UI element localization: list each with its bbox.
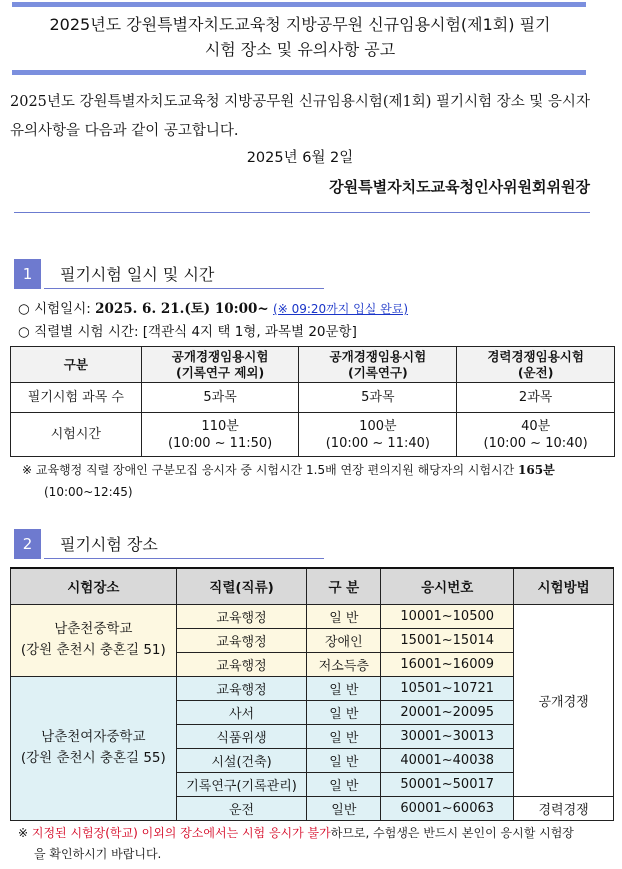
t1-row-label: 시험시간 <box>11 413 142 457</box>
section2-underline <box>44 558 324 559</box>
series-cell: 교육행정 <box>176 628 307 652</box>
exam-time-table <box>10 346 615 457</box>
number-range-cell: 50001~50017 <box>381 772 514 796</box>
t1-cell: 110분 (10:00 ~ 11:50) <box>141 413 299 457</box>
t1-header-3: 경력경쟁임용시험 (운전) <box>457 347 615 383</box>
number-range-cell: 20001~20095 <box>381 700 514 724</box>
page-title <box>0 12 600 62</box>
section2-title: 필기시험 장소 <box>60 535 158 554</box>
exam-datetime-value: 2025. 6. 21.(토) 10:00~ <box>95 301 269 317</box>
series-cell: 식품위생 <box>176 724 307 748</box>
venue-note-mark: ※ <box>18 826 32 840</box>
intro-text: 2025년도 강원특별자치도교육청 지방공무원 신규임용시험(제1회) 필기시험 장소 및 응시자 유의사항을 다음과 같이 공고합니다. <box>10 94 590 139</box>
t2-header-method: 시험방법 <box>514 568 614 604</box>
number-range-cell: 15001~15014 <box>381 628 514 652</box>
t1-cell: 40분 (10:00 ~ 10:40) <box>457 413 615 457</box>
series-cell: 교육행정 <box>176 676 307 700</box>
method-career: 경력경쟁 <box>514 796 614 820</box>
type-cell: 장애인 <box>307 628 381 652</box>
school2-address: (강원 춘천시 충혼길 55) <box>20 750 166 766</box>
section1-title: 필기시험 일시 및 시간 <box>60 265 215 284</box>
t2-header-series: 직렬(직류) <box>176 568 307 604</box>
section2-number: 2 <box>14 529 41 559</box>
number-range-cell: 30001~30013 <box>381 724 514 748</box>
t1-header-2: 공개경쟁임용시험 (기록연구) <box>299 347 457 383</box>
section1-underline <box>44 288 324 289</box>
exam-venue-table <box>10 567 614 821</box>
method-open: 공개경쟁 <box>514 604 614 796</box>
section1-header <box>14 259 314 289</box>
t2-header-type: 구 분 <box>307 568 381 604</box>
exam-datetime-label: ○ 시험일시: <box>18 301 96 317</box>
extended-time-note <box>22 459 602 503</box>
extended-time-note-line2: (10:00~12:45) <box>44 485 133 499</box>
t1-header-0: 구분 <box>11 347 142 383</box>
t2-header-venue: 시험장소 <box>11 568 177 604</box>
number-range-cell: 40001~40038 <box>381 748 514 772</box>
section2-header <box>14 529 314 559</box>
number-range-cell: 10501~10721 <box>381 676 514 700</box>
school1-address: (강원 춘천시 충혼길 51) <box>20 642 166 658</box>
series-cell: 기록연구(기록관리) <box>176 772 307 796</box>
t1-cell: 5과목 <box>141 383 299 413</box>
number-range-cell: 60001~60063 <box>381 796 514 820</box>
series-cell: 운전 <box>176 796 307 820</box>
page-title-line1: 2025년도 강원특별자치도교육청 지방공무원 신규임용시험(제1회) 필기 <box>49 15 551 34</box>
series-cell: 시설(건축) <box>176 748 307 772</box>
type-cell: 일반 <box>307 796 381 820</box>
venue-school1 <box>11 604 177 676</box>
t1-cell: 100분 (10:00 ~ 11:40) <box>299 413 457 457</box>
type-cell: 일 반 <box>307 676 381 700</box>
type-cell: 일 반 <box>307 748 381 772</box>
type-cell: 일 반 <box>307 724 381 748</box>
venue-note-line2: 을 확인하시기 바랍니다. <box>34 847 162 861</box>
series-cell: 교육행정 <box>176 652 307 676</box>
type-cell: 일 반 <box>307 604 381 628</box>
divider <box>14 212 590 213</box>
series-cell: 사서 <box>176 700 307 724</box>
school1-name: 남춘천중학교 <box>54 621 133 637</box>
extended-time-note-text: ※ 교육행정 직렬 장애인 구분모집 응시자 중 시험시간 1.5배 연장 편의지원 해당자의 시험시간 <box>22 463 519 477</box>
t1-cell: 5과목 <box>299 383 457 413</box>
entry-deadline-note: (※ 09:20까지 입실 완료) <box>273 302 409 316</box>
extended-time-note-bold: 165분 <box>518 463 555 477</box>
number-range-cell: 10001~10500 <box>381 604 514 628</box>
exam-datetime <box>18 299 408 319</box>
t2-header-number: 응시번호 <box>381 568 514 604</box>
t1-cell: 2과목 <box>457 383 615 413</box>
section1-number: 1 <box>14 259 41 289</box>
type-cell: 일 반 <box>307 772 381 796</box>
school2-name: 남춘천여자중학교 <box>41 729 146 745</box>
t1-header-1: 공개경쟁임용시험 (기록연구 제외) <box>141 347 299 383</box>
title-top-bar <box>12 2 586 7</box>
type-cell: 저소득층 <box>307 652 381 676</box>
series-cell: 교육행정 <box>176 604 307 628</box>
venue-note-rest: 하므로, 수험생은 반드시 본인이 응시할 시험장 <box>330 826 574 840</box>
announce-date: 2025년 6월 2일 <box>246 150 354 166</box>
title-bottom-bar <box>12 70 586 75</box>
number-range-cell: 16001~16009 <box>381 652 514 676</box>
exam-duration-label: ○ 직렬별 시험 시간: [객관식 4지 택 1형, 과목별 20문항] <box>18 324 357 340</box>
issuer-org: 강원특별자치도교육청인사위원회위원장 <box>329 178 590 196</box>
venue-school2 <box>11 676 177 820</box>
venue-note-red: 지정된 시험장(학교) 이외의 장소에서는 시험 응시가 불가 <box>31 826 331 840</box>
venue-warning-note <box>18 823 608 865</box>
t1-row-label: 필기시험 과목 수 <box>11 383 142 413</box>
page-title-line2: 시험 장소 및 유의사항 공고 <box>204 40 396 59</box>
type-cell: 일 반 <box>307 700 381 724</box>
